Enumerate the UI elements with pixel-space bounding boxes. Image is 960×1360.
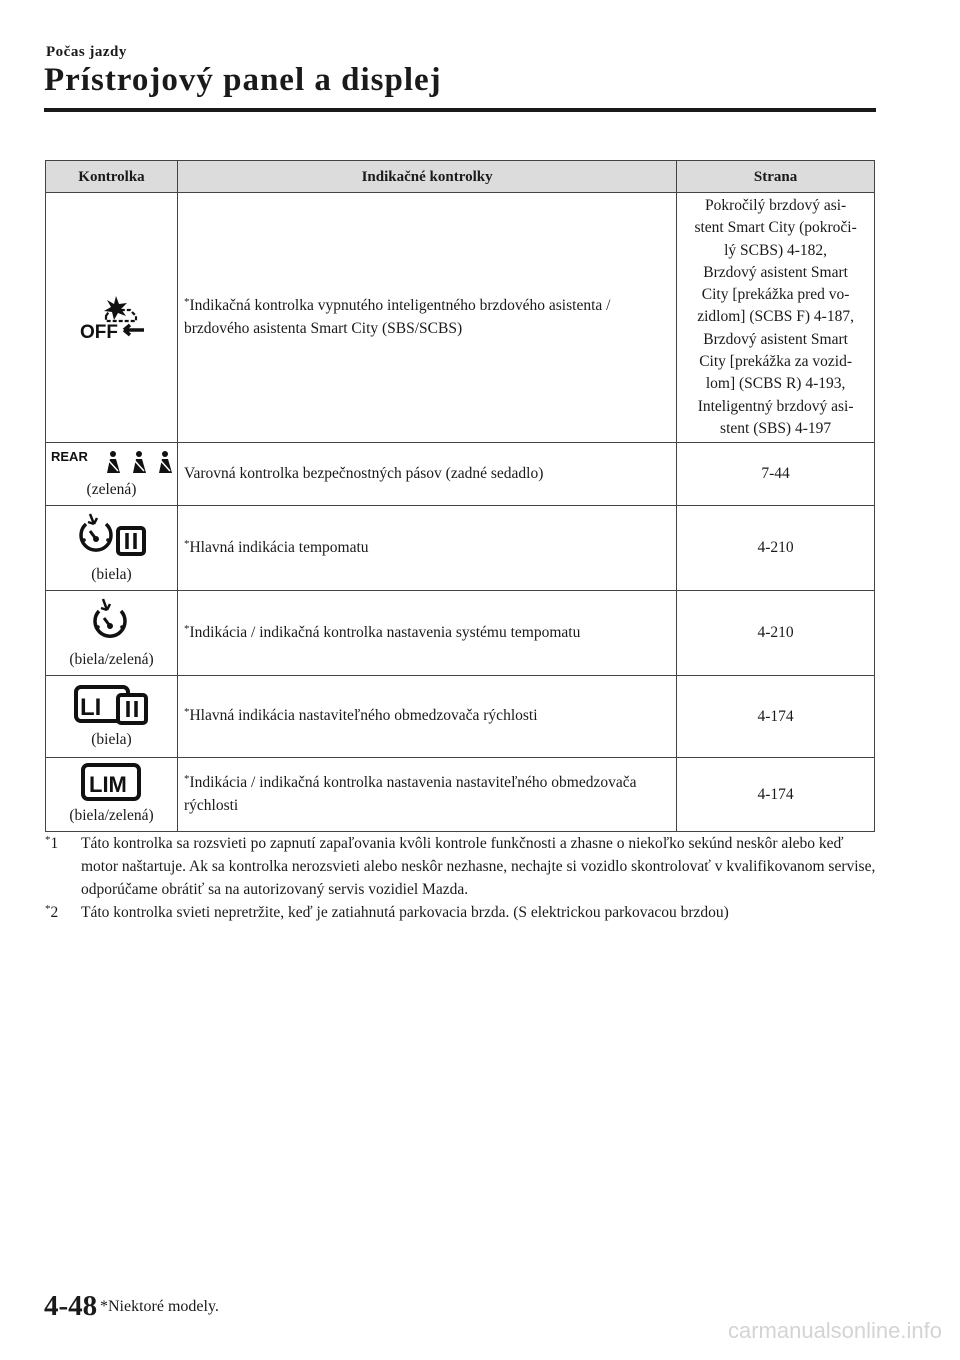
page-line: Brzdový asistent Smart: [703, 263, 848, 281]
rear-label: REAR: [51, 449, 89, 465]
description-text: Indikácia / indikačná kontrolka nastavenia systému tempomatu: [189, 623, 581, 641]
icon-cell: [46, 676, 178, 758]
page-cell: [677, 193, 875, 443]
asterisk: *: [183, 706, 190, 719]
description-text: Indikácia / indikačná kontrolka nastavenia nastaviteľného obmedzovača rýchlosti: [183, 774, 637, 815]
col-header-indikacne: Indikačné kontrolky: [177, 161, 676, 193]
description-text: Hlavná indikácia tempomatu: [189, 538, 369, 556]
page-cell: 4-210: [677, 506, 875, 591]
description-text: Indikačná kontrolka vypnutého inteligentného brzdového asistenta / brzdového asistenta Smart City (SBS/SCBS): [183, 297, 611, 338]
description-cell: [177, 443, 676, 506]
table-header-row: [46, 161, 875, 193]
section-title: Počas jazdy: [46, 44, 127, 60]
description-text: Hlavná indikácia nastaviteľného obmedzovača rýchlosti: [189, 707, 538, 725]
table-row: [46, 591, 875, 676]
footnote-marker: *: [45, 834, 51, 846]
footnote-text: Táto kontrolka sa rozsvieti po zapnutí zapaľovania kvôli kontrole funkčnosti a zhasne o niekoľko sekúnd neskôr alebo keď motor naštartuje. Ak sa kontrolka nerozsvieti alebo neskôr nezhasne, nechajte si vozidlo skontrolovať v kvalifikovanom servise, odporúčame obrátiť sa na autorizovaný servis vozidiel Mazda.: [81, 835, 876, 898]
page-cell: 4-174: [677, 676, 875, 758]
table-row: [46, 676, 875, 758]
indicator-table: [45, 160, 875, 832]
color-caption: (biela/zelená): [69, 651, 154, 669]
page-cell: 4-210: [677, 591, 875, 676]
page-footer: [44, 1290, 97, 1323]
color-caption: (biela): [91, 730, 132, 748]
rear-seatbelt-icon: [49, 447, 173, 477]
description-cell: [177, 591, 676, 676]
page-line: zidlom] (SCBS F) 4-187,: [697, 308, 854, 326]
footnote-number: 1: [50, 835, 59, 852]
icon-cell: [46, 443, 178, 506]
footnote-text: Táto kontrolka svieti nepretržite, keď je zatiahnutá parkovacia brzda. (S elektrickou parkovacou brzdou): [81, 904, 729, 921]
footnote-1: [45, 832, 877, 901]
footnote-2: [45, 901, 877, 924]
table-row: [46, 758, 875, 832]
description-cell: [177, 676, 676, 758]
description-text: Varovná kontrolka bezpečnostných pásov (zadné sedadlo): [183, 465, 544, 483]
cruise-main-icon: [74, 510, 148, 562]
page-line: Inteligentný brzdový asi-: [697, 397, 854, 415]
page-line: lom] (SCBS R) 4-193,: [705, 375, 846, 393]
icon-cell: [46, 193, 178, 443]
description-cell: [177, 193, 676, 443]
page-cell: 4-174: [677, 758, 875, 832]
page-line: stent Smart City (pokroči-: [694, 219, 857, 237]
footnote-number: 2: [50, 904, 59, 921]
page-title: Prístrojový panel a displej: [44, 62, 442, 98]
page-line: stent (SBS) 4-197: [720, 419, 832, 437]
table-row: [46, 193, 875, 443]
description-cell: [177, 506, 676, 591]
col-header-kontrolka: Kontrolka: [46, 161, 178, 193]
lim-set-icon: [81, 763, 141, 803]
table-row: [46, 443, 875, 506]
page-number: 4-48: [44, 1290, 98, 1322]
page-line: Brzdový asistent Smart: [703, 330, 848, 348]
title-rule: [44, 108, 876, 112]
svg-text:LI: LI: [80, 693, 102, 721]
cruise-set-icon: [89, 595, 133, 647]
icon-cell: [46, 758, 178, 832]
color-caption: (biela/zelená): [69, 806, 154, 824]
icon-cell: [46, 506, 178, 591]
description-cell: [177, 758, 676, 832]
footnotes: [45, 832, 877, 924]
page-line: City [prekážka pred vo-: [701, 286, 850, 304]
svg-text:OFF: OFF: [80, 321, 119, 342]
page-line: Pokročilý brzdový asi-: [705, 197, 847, 214]
footnote-marker: *: [45, 903, 51, 915]
page-line: lý SCBS) 4-182,: [724, 241, 828, 259]
asterisk: *: [183, 622, 190, 635]
sbs-off-icon: [76, 294, 146, 342]
col-header-strana: Strana: [677, 161, 875, 193]
asterisk: *: [183, 537, 190, 550]
models-footnote: *Niektoré modely.: [100, 1298, 219, 1315]
watermark: carmanualsonline.info: [727, 1318, 942, 1343]
color-caption: (biela): [91, 566, 132, 584]
page-cell: 7-44: [677, 443, 875, 506]
page-line: City [prekážka za vozid-: [699, 353, 852, 371]
icon-cell: [46, 591, 178, 676]
speed-limiter-main-icon: [74, 683, 148, 727]
asterisk: *: [183, 296, 190, 309]
table-row: [46, 506, 875, 591]
color-caption: (zelená): [86, 481, 137, 499]
asterisk: *: [183, 773, 190, 786]
lim-label: LIM: [89, 771, 128, 797]
